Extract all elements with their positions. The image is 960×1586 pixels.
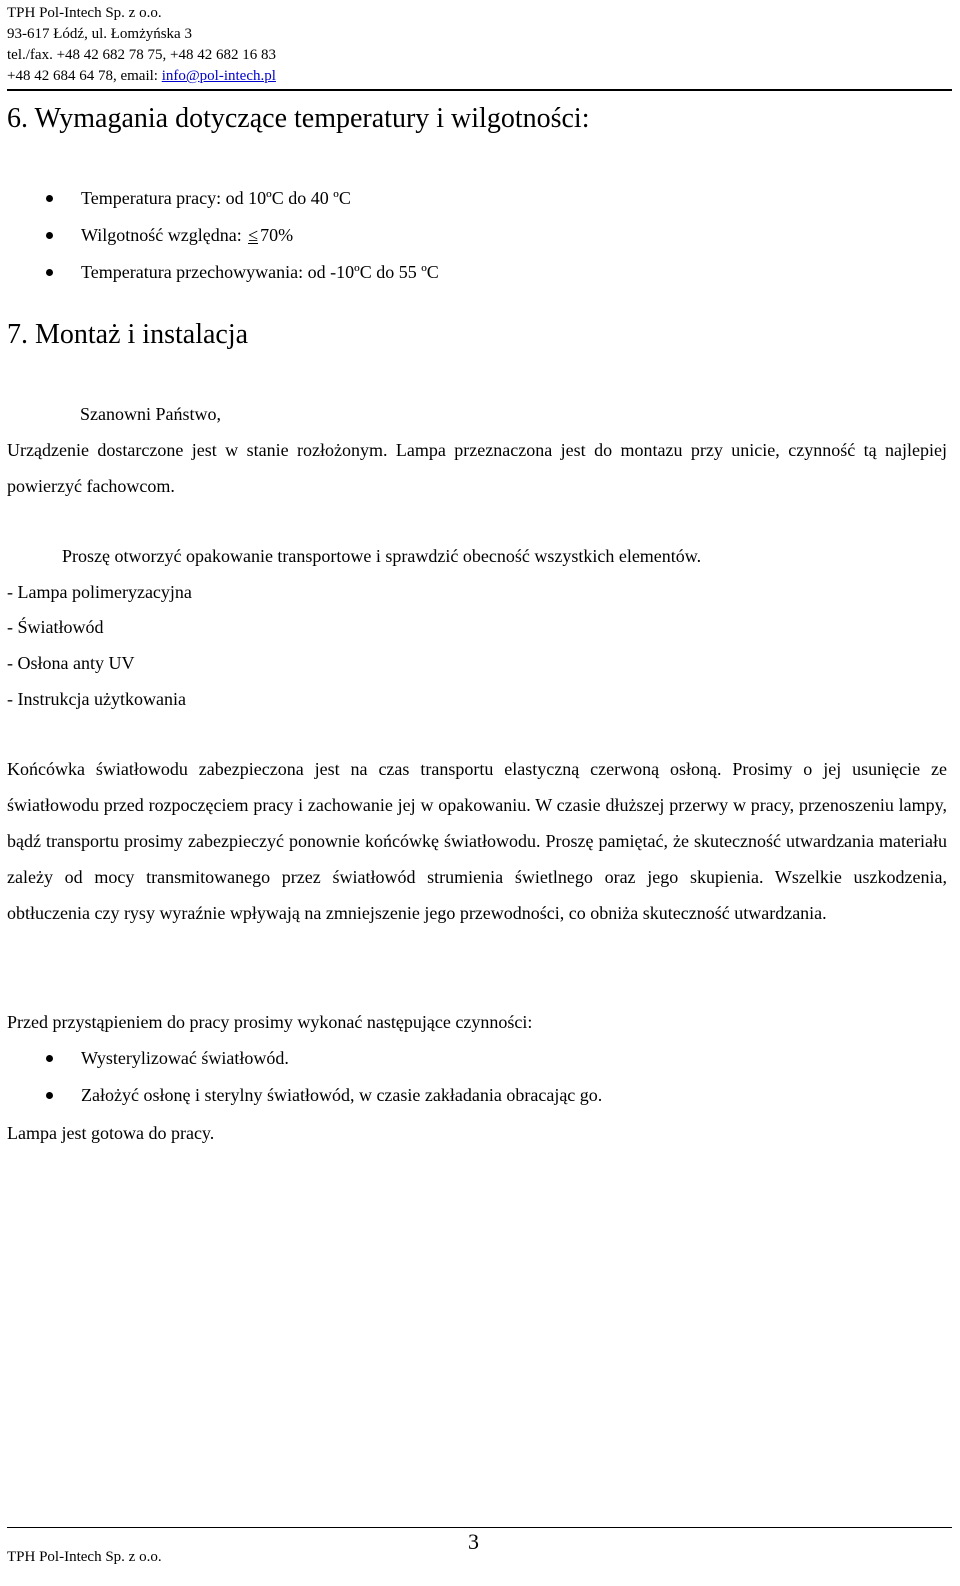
footer-company: TPH Pol-Intech Sp. z o.o. (7, 1549, 162, 1565)
list-item: Wysterylizować światłowód. (0, 1046, 602, 1083)
footer-divider (7, 1527, 952, 1528)
element-item: - Instrukcja użytkowania (7, 689, 186, 709)
list-item: Temperatura przechowywania: od -10ºC do 55 ºC (0, 260, 439, 297)
intro-paragraph: Urządzenie dostarczone jest w stanie rozłożonym. Lampa przeznaczona jest do montazu przy unicie, czynność tą najlepiej powierzyć fachowcom. (7, 440, 947, 496)
section-6-heading: 6. Wymagania dotyczące temperatury i wilgotności: (7, 103, 590, 134)
temperature-list (0, 186, 439, 297)
less-equal-symbol: ≤ (248, 225, 259, 245)
ready-line: Lampa jest gotowa do pracy. (7, 1123, 215, 1143)
header-contact (7, 66, 276, 87)
before-work-line: Przed przystąpieniem do pracy prosimy wykonać następujące czynności: (7, 1012, 533, 1032)
document-header (7, 3, 276, 87)
steps-list (0, 1046, 602, 1120)
element-item: - Światłowód (7, 617, 104, 637)
bullet-icon (46, 1055, 53, 1062)
header-address: 93-617 Łódź, ul. Łomżyńska 3 (7, 26, 192, 42)
list-item: Wilgotność względna: ≤ 70% (0, 223, 439, 260)
header-divider (7, 89, 952, 91)
header-telfax: tel./fax. +48 42 682 78 75, +48 42 682 16 83 (7, 47, 276, 63)
bullet-icon (46, 195, 53, 202)
email-link[interactable]: info@pol-intech.pl (161, 68, 276, 84)
check-intro: Proszę otworzyć opakowanie transportowe i sprawdzić obecność wszystkich elementów. (62, 546, 702, 566)
bullet-icon (46, 269, 53, 276)
element-item: - Osłona anty UV (7, 653, 135, 673)
header-phone: +48 42 684 64 78, email: (7, 68, 162, 84)
bullet-icon (46, 232, 53, 239)
section-7-heading: 7. Montaż i instalacja (7, 319, 249, 350)
greeting: Szanowni Państwo, (80, 404, 221, 424)
tip-paragraph: Końcówka światłowodu zabezpieczona jest na czas transportu elastyczną czerwoną osłoną. Prosimy o jej usunięcie ze światłowodu przed rozpoczęciem pracy i zachowanie jej w opakowaniu. W czasie dłuższej przerwy w pracy, przenoszeniu lampy, bądź transportu prosimy zabezpieczyć ponownie końcówkę światłowodu. Proszę pamiętać, że skuteczność utwardzania materiału zależy od mocy transmitowanego przez światłowód strumienia świetlnego oraz jego skupienia. Wszelkie uszkodzenia, obtłuczenia czy rysy wyraźnie wpływają na zmniejszenie jego przewodności, co obniża skuteczność utwardzania. (7, 759, 947, 923)
list-item: Temperatura pracy: od 10ºC do 40 ºC (0, 186, 439, 223)
page-number: 3 (468, 1529, 479, 1554)
header-company: TPH Pol-Intech Sp. z o.o. (7, 5, 162, 21)
humidity-value: 70% (260, 225, 294, 245)
bullet-icon (46, 1092, 53, 1099)
list-item: Założyć osłonę i sterylny światłowód, w czasie zakładania obracając go. (0, 1083, 602, 1120)
element-item: - Lampa polimeryzacyjna (7, 582, 192, 602)
